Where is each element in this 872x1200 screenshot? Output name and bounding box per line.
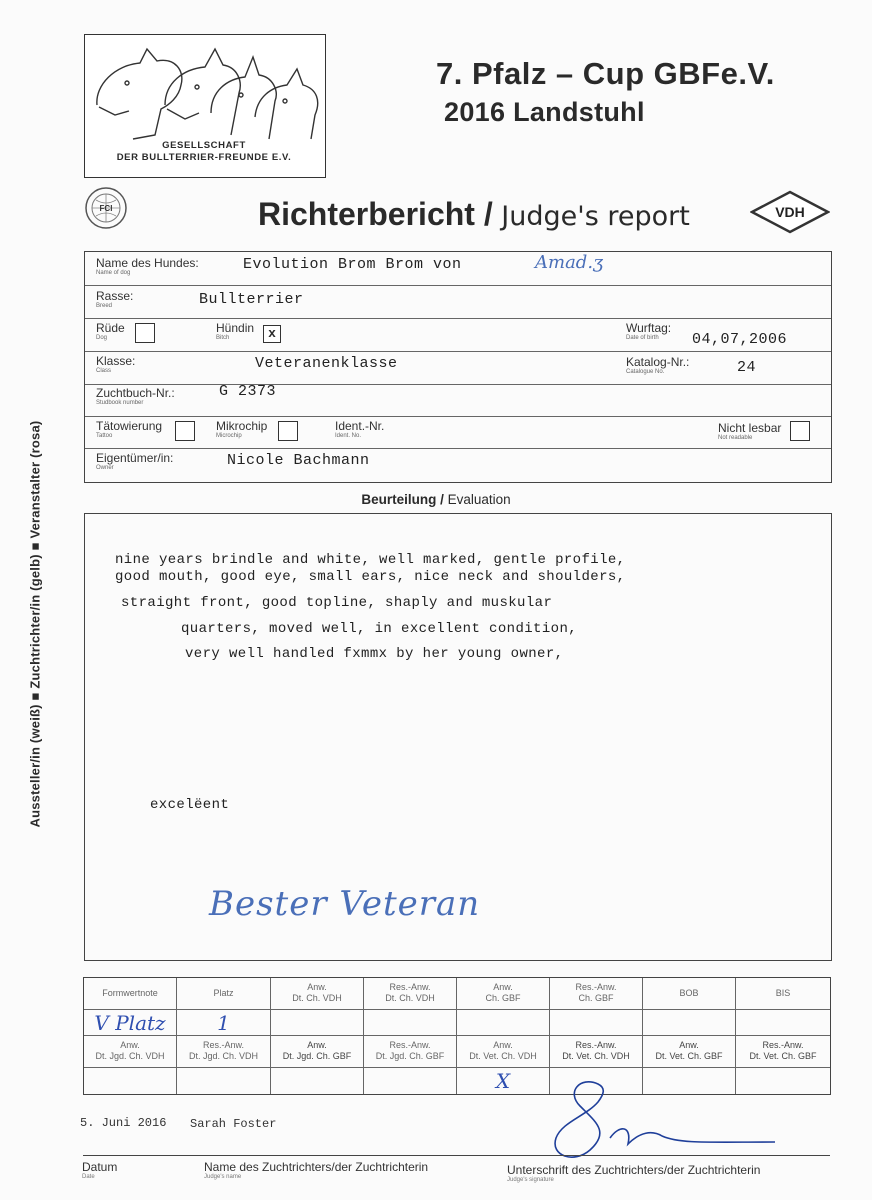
dog-name-value[interactable]: Evolution Brom Brom von <box>243 256 462 273</box>
female-label: Hündin Bitch <box>216 321 255 341</box>
dog-name-label: Name des Hundes: Name of dog <box>96 256 199 276</box>
grid-label-cell: Res.-Anw. Dt. Jgd. Ch. VDH <box>177 1036 271 1068</box>
grid-label-cell: Res.-Anw. Dt. Jgd. Ch. GBF <box>364 1036 457 1068</box>
dob-label: Wurftag: Date of birth <box>626 321 672 341</box>
report-title <box>258 196 690 233</box>
male-label: Rüde Dog <box>96 321 125 341</box>
grid-label-cell: Anw. Dt. Vet. Ch. GBF <box>643 1036 736 1068</box>
not-readable-checkbox[interactable] <box>790 421 810 441</box>
grid-value-cell[interactable] <box>550 1010 643 1036</box>
vdh-label: VDH <box>775 204 805 220</box>
grid-label-cell: Res.-Anw. Dt. Vet. Ch. GBF <box>736 1036 830 1068</box>
grid-value-cell[interactable]: X <box>457 1068 550 1094</box>
breed-value[interactable]: Bullterrier <box>199 291 304 308</box>
evaluation-box[interactable] <box>84 513 832 961</box>
signature-label: Unterschrift des Zuchtrichters/der Zuchtrichterin Judge's signature <box>507 1163 761 1183</box>
report-title-en: Judge's report <box>492 201 690 232</box>
dog-data-table <box>84 251 832 483</box>
grid-label-cell: Res.-Anw. Dt. Vet. Ch. VDH <box>550 1036 643 1068</box>
grid-label-cell: Anw. Dt. Ch. VDH <box>271 978 364 1010</box>
grid-value-cell[interactable] <box>643 1010 736 1036</box>
grid-value-cell[interactable] <box>177 1068 271 1094</box>
report-title-de: Richterbericht / <box>258 196 493 232</box>
grid-label-cell: BIS <box>736 978 830 1010</box>
evaluation-line: straight front, good topline, shaply and muskular <box>121 595 553 611</box>
dob-value[interactable]: 04,07,2006 <box>692 331 788 348</box>
grid-label-cell: Formwertnote <box>84 978 177 1010</box>
grid-value-cell[interactable] <box>271 1010 364 1036</box>
female-checkbox[interactable]: x <box>263 325 281 343</box>
judge-signature <box>540 1072 790 1172</box>
row-divider <box>85 416 831 417</box>
club-logo-line2: DER BULLTERRIER-FREUNDE E.V. <box>116 152 292 163</box>
date-label: Datum Date <box>82 1160 118 1180</box>
grid-value-cell[interactable] <box>364 1010 457 1036</box>
grid-label-cell: BOB <box>643 978 736 1010</box>
owner-value[interactable]: Nicole Bachmann <box>227 452 370 469</box>
date-value[interactable]: 5. Juni 2016 <box>80 1116 167 1130</box>
copy-distribution-note: Aussteller/in (weiß) ■ Zuchtrichter/in (gelb) ■ Veranstalter (rosa) <box>27 420 43 828</box>
microchip-label: Mikrochip Microchip <box>216 419 268 439</box>
evaluation-grade: excelëent <box>150 797 230 813</box>
evaluation-line: very well handled fxmmx by her young owner, <box>185 646 564 662</box>
grid-value-cell[interactable] <box>364 1068 457 1094</box>
row-divider <box>85 285 831 286</box>
footer-divider <box>83 1155 830 1156</box>
studbook-value[interactable]: G 2373 <box>219 383 277 400</box>
class-label: Klasse: Class <box>96 354 136 374</box>
tattoo-checkbox[interactable] <box>175 421 195 441</box>
grid-label-cell: Anw. Dt. Vet. Ch. VDH <box>457 1036 550 1068</box>
catalogue-label: Katalog-Nr.: Catalogue No. <box>626 355 690 375</box>
class-value[interactable]: Veteranenklasse <box>255 355 398 372</box>
evaluation-line: quarters, moved well, in excellent condition, <box>181 621 578 637</box>
row-divider <box>85 384 831 385</box>
ident-label: Ident.-Nr. Ident. No. <box>335 419 385 439</box>
row-divider <box>85 318 831 319</box>
grid-value-cell[interactable]: 1 <box>177 1010 271 1036</box>
evaluation-heading: Beurteilung / Evaluation <box>361 492 511 507</box>
evaluation-line: nine years brindle and white, well marked, gentle profile, <box>115 552 626 568</box>
evaluation-line: good mouth, good eye, small ears, nice neck and shoulders, <box>115 569 626 585</box>
tattoo-label: Tätowierung Tattoo <box>96 419 163 439</box>
microchip-checkbox[interactable] <box>278 421 298 441</box>
award-handwritten: Bester Veteran <box>209 884 481 924</box>
grid-value-cell[interactable] <box>271 1068 364 1094</box>
grid-value-cell[interactable] <box>736 1010 830 1036</box>
grid-label-cell: Anw. Dt. Jgd. Ch. VDH <box>84 1036 177 1068</box>
event-subtitle: 2016 Landstuhl <box>444 97 645 127</box>
grid-value-cell[interactable] <box>457 1010 550 1036</box>
judge-name-value[interactable]: Sarah Foster <box>190 1117 277 1131</box>
row-divider <box>85 351 831 352</box>
grid-label-cell: Res.-Anw. Dt. Ch. VDH <box>364 978 457 1010</box>
studbook-label: Zuchtbuch-Nr.: Studbook number <box>96 386 175 406</box>
breed-label: Rasse: Breed <box>96 289 134 309</box>
judge-name-label: Name des Zuchtrichters/der Zuchtrichterin Judge's name <box>204 1160 429 1180</box>
catalogue-value[interactable]: 24 <box>737 359 757 376</box>
club-logo-line1: GESELLSCHAFT <box>162 140 246 151</box>
dog-name-handwritten: Amad.ʒ <box>535 252 604 273</box>
fci-logo-icon <box>84 186 128 230</box>
bullterrier-heads-icon <box>85 35 325 145</box>
owner-label: Eigentümer/in: Owner <box>96 451 174 471</box>
fci-label: FCI <box>99 204 113 213</box>
grid-label-cell: Platz <box>177 978 271 1010</box>
club-logo-text <box>84 140 324 164</box>
grid-label-cell: Res.-Anw. Ch. GBF <box>550 978 643 1010</box>
vdh-logo-icon <box>750 190 830 234</box>
male-checkbox[interactable] <box>135 323 155 343</box>
row-divider <box>85 448 831 449</box>
grid-value-cell[interactable]: V Platz <box>84 1010 177 1036</box>
grid-label-cell: Anw. Dt. Jgd. Ch. GBF <box>271 1036 364 1068</box>
grid-value-cell[interactable] <box>84 1068 177 1094</box>
not-readable-label: Nicht lesbar Not readable <box>718 421 782 441</box>
grid-label-cell: Anw. Ch. GBF <box>457 978 550 1010</box>
event-title: 7. Pfalz – Cup GBFe.V. <box>436 56 775 91</box>
